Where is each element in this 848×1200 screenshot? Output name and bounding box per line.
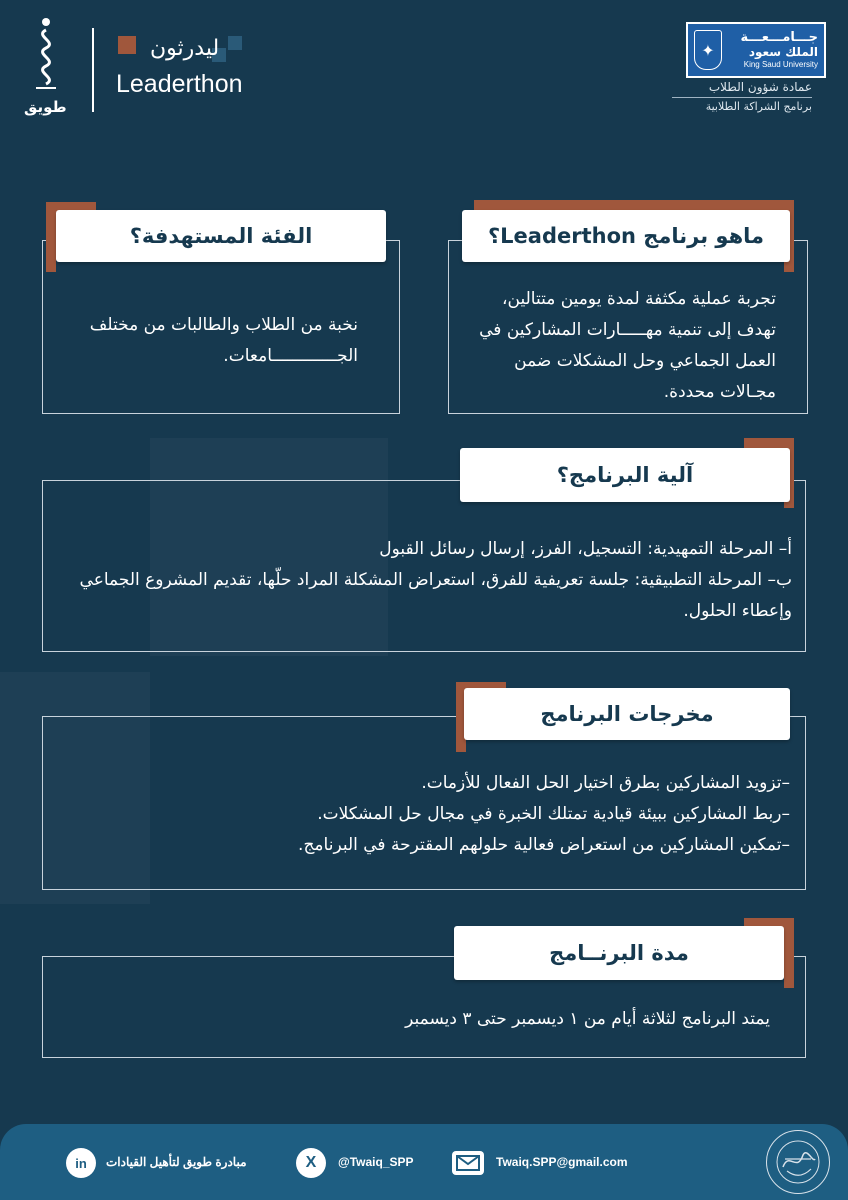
x-icon[interactable]: X <box>296 1148 326 1178</box>
tab-accent <box>46 202 56 272</box>
output-item: –تمكين المشاركين من استعراض فعالية حلولهم المقترحة في البرنامج. <box>298 835 790 855</box>
tab-accent <box>784 918 794 988</box>
outputs-list <box>150 768 790 861</box>
deanship-label: عمادة شؤون الطلاب <box>708 80 812 94</box>
email-icon[interactable] <box>452 1151 484 1175</box>
header-divider <box>92 28 94 112</box>
mechanism-item: ب– المرحلة التطبيقية: جلسة تعريفية للفرق، استعراض المشكلة المراد حلّها، تقديم المشروع الجماعي وإعطاء الحلول. <box>79 570 792 621</box>
duration-body: يمتد البرنامج لثلاثة أيام من ١ ديسمبر حتى ٣ ديسمبر <box>405 1009 770 1029</box>
tab-accent <box>744 438 794 448</box>
x-handle[interactable]: @Twaiq_SPP <box>338 1155 414 1169</box>
target-body: نخبة من الطلاب والطالبات من مختلف الجـــــــــــــامعات. <box>89 315 358 366</box>
what-is-title: ماهو برنامج Leaderthon؟ <box>462 210 790 262</box>
email-address[interactable]: Twaiq.SPP@gmail.com <box>496 1155 628 1169</box>
leaderthon-en-title: Leaderthon <box>116 70 243 98</box>
tab-accent <box>474 200 794 210</box>
duration-title: مدة البرنــامج <box>454 926 784 980</box>
output-item: –ربط المشاركين ببيئة قيادية تمتلك الخبرة في مجال حل المشكلات. <box>317 804 790 824</box>
university-name-ar-2: الملك سعود <box>748 44 818 59</box>
program-label: برنامج الشراكة الطلابية <box>672 97 812 113</box>
ksu-logo <box>686 22 826 78</box>
output-item: –تزويد المشاركين بطرق اختيار الحل الفعال للأزمات. <box>421 773 790 793</box>
palm-emblem-icon: ✦ <box>694 30 722 70</box>
calligraphy-seal-icon <box>766 1130 830 1194</box>
decorative-square <box>118 36 136 54</box>
university-name-en: King Saud University <box>743 59 818 69</box>
linkedin-icon[interactable]: in <box>66 1148 96 1178</box>
decorative-square <box>228 36 242 50</box>
target-title: الفئة المستهدفة؟ <box>56 210 386 262</box>
university-name-ar-1: جـــامـــعـــة <box>740 30 818 46</box>
mechanism-list <box>70 534 792 627</box>
mechanism-title: آلية البرنامج؟ <box>460 448 790 502</box>
tuwaiq-label: طويق <box>24 98 67 116</box>
linkedin-text[interactable]: مبادرة طويق لتأهيل القيادات <box>106 1155 247 1169</box>
outputs-title: مخرجات البرنامج <box>464 688 790 740</box>
what-is-body: تجربة عملية مكثفة لمدة يومين متتالين، تهدف إلى تنمية مهـــــارات المشاركين في العمل الجماعي وحل المشكلات ضمن مجـالات محددة. <box>479 289 776 402</box>
leaderthon-ar-title: ليدرثون <box>150 36 220 61</box>
mechanism-item: أ– المرحلة التمهيدية: التسجيل، الفرز، إرسال رسائل القبول <box>379 539 792 559</box>
